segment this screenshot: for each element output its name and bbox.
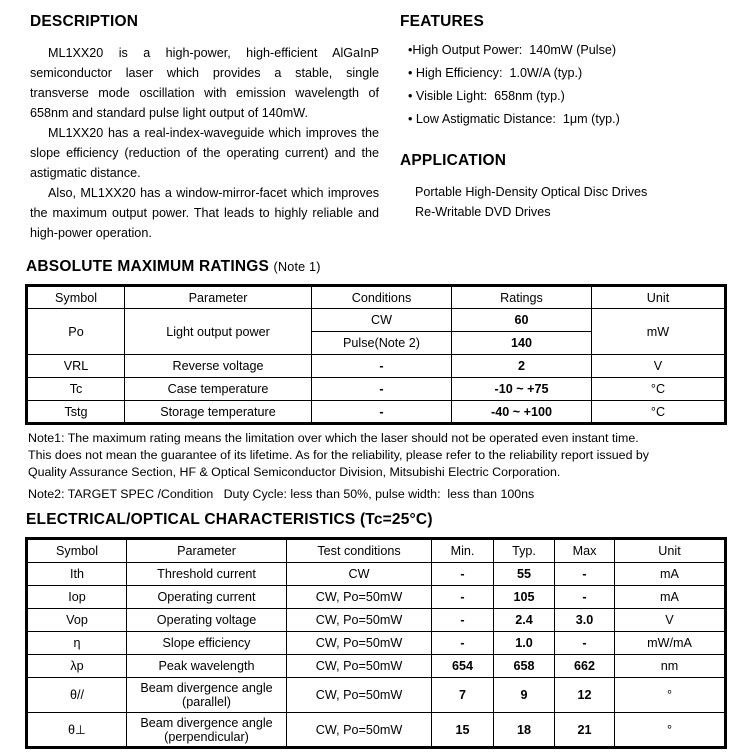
min-cell: 654 [432,655,494,678]
abs-max-ratings-title-text: ABSOLUTE MAXIMUM RATINGS [26,258,270,275]
note1-line-2: This does not mean the guarantee of its lifetime. As for the reliability, please refer to the reliability report issued by [28,448,649,462]
min-cell: - [432,632,494,655]
table-row-vrl [27,355,726,378]
description-paragraph-1: ML1XX20 is a high-power, high-efficient AlGaInP semiconductor laser which provides a stable, single transverse mode oscillation with emission wavelength of 658nm and standard pulse light output of 140mW. [30,46,379,120]
header-parameter: Parameter [125,286,312,309]
parameter-cell [127,713,287,748]
typ-cell: 55 [494,563,555,586]
table-row-lambda-p [27,655,726,678]
description-title: DESCRIPTION [30,13,139,30]
condition-cell: - [312,378,452,401]
table-row-ith [27,563,726,586]
unit-cell: V [615,609,726,632]
notes-section [28,430,734,503]
table-row-po-cw [27,309,726,332]
abs-max-ratings-title [26,258,321,276]
rating-cell: 140 [452,332,592,355]
note2-line: Note2: TARGET SPEC /Condition Duty Cycle: less than 50%, pulse width: less than 100ns [28,487,535,501]
max-cell: - [555,632,615,655]
condition-cell: - [312,401,452,424]
features-title: FEATURES [400,13,484,30]
conditions-cell: CW, Po=50mW [287,632,432,655]
max-cell: 3.0 [555,609,615,632]
conditions-cell: CW, Po=50mW [287,655,432,678]
parameter-cell: Case temperature [125,378,312,401]
min-cell: - [432,563,494,586]
header-test-conditions: Test conditions [287,539,432,563]
table-header-row [27,286,726,309]
typ-cell: 1.0 [494,632,555,655]
unit-cell: mA [615,563,726,586]
symbol-cell: VRL [27,355,125,378]
min-cell: 15 [432,713,494,748]
condition-cell: - [312,355,452,378]
typ-cell: 2.4 [494,609,555,632]
max-cell: - [555,563,615,586]
table-row-theta-perpendicular [27,713,726,748]
application-title: APPLICATION [400,152,507,169]
feature-item: • Visible Light: 658nm (typ.) [408,89,565,103]
max-cell: 12 [555,678,615,713]
conditions-cell: CW, Po=50mW [287,586,432,609]
typ-cell: 105 [494,586,555,609]
unit-cell: nm [615,655,726,678]
header-min: Min. [432,539,494,563]
absolute-maximum-ratings-table [25,284,727,425]
unit-cell: °C [592,401,726,424]
min-cell: 7 [432,678,494,713]
parameter-cell: Reverse voltage [125,355,312,378]
elec-optical-title: ELECTRICAL/OPTICAL CHARACTERISTICS (Tc=25°C) [26,511,433,528]
condition-cell: CW [312,309,452,332]
parameter-line-2: (parallel) [182,695,231,709]
table-row-vop [27,609,726,632]
header-max: Max [555,539,615,563]
feature-item: •High Output Power: 140mW (Pulse) [408,43,617,57]
table-row-tstg [27,401,726,424]
table-row-eta [27,632,726,655]
header-parameter: Parameter [127,539,287,563]
table-row-iop [27,586,726,609]
description-paragraph-3: Also, ML1XX20 has a window-mirror-facet which improves the maximum output power. That leads to highly reliable and high-power operation. [30,186,379,240]
symbol-cell: Vop [27,609,127,632]
application-item: Portable High-Density Optical Disc Drives [415,185,648,199]
unit-cell: ° [615,713,726,748]
features-application-section [400,13,735,222]
min-cell: - [432,609,494,632]
unit-cell: V [592,355,726,378]
typ-cell: 658 [494,655,555,678]
symbol-cell: θ⊥ [27,713,127,748]
symbol-cell: η [27,632,127,655]
conditions-cell: CW, Po=50mW [287,609,432,632]
typ-cell: 18 [494,713,555,748]
header-unit: Unit [592,286,726,309]
symbol-cell: Tstg [27,401,125,424]
max-cell: 662 [555,655,615,678]
header-ratings: Ratings [452,286,592,309]
symbol-cell: Ith [27,563,127,586]
parameter-line-2: (perpendicular) [164,729,249,744]
symbol-cell: λp [27,655,127,678]
rating-cell: -40 ~ +100 [452,401,592,424]
rating-cell: 2 [452,355,592,378]
note1-line-1: Note1: The maximum rating means the limitation over which the laser should not be operated even instant time. [28,431,639,445]
typ-cell: 9 [494,678,555,713]
application-item: Re-Writable DVD Drives [415,204,551,219]
unit-cell: mA [615,586,726,609]
application-list [400,183,735,222]
feature-item: • High Efficiency: 1.0W/A (typ.) [408,66,583,80]
symbol-cell: Iop [27,586,127,609]
unit-cell: mW [592,309,726,355]
max-cell: - [555,586,615,609]
parameter-cell: Light output power [125,309,312,355]
parameter-line-1: Beam divergence angle [140,715,273,730]
parameter-cell: Operating voltage [127,609,287,632]
header-typ: Typ. [494,539,555,563]
min-cell: - [432,586,494,609]
symbol-cell: Po [27,309,125,355]
header-symbol: Symbol [27,539,127,563]
table-row-tc [27,378,726,401]
max-cell: 21 [555,713,615,748]
electrical-optical-characteristics-table [25,537,727,749]
parameter-cell: Threshold current [127,563,287,586]
parameter-cell: Operating current [127,586,287,609]
parameter-cell [127,678,287,713]
rating-cell: 60 [452,309,592,332]
header-conditions: Conditions [312,286,452,309]
header-unit: Unit [615,539,726,563]
table-row-theta-parallel [27,678,726,713]
parameter-cell: Storage temperature [125,401,312,424]
header-symbol: Symbol [27,286,125,309]
description-paragraph-2: ML1XX20 has a real-index-waveguide which improves the slope efficiency (reduction of the operating current) and the astigmatic distance. [30,126,379,180]
description-section [30,13,379,243]
feature-item: • Low Astigmatic Distance: 1μm (typ.) [408,112,620,126]
unit-cell: °C [592,378,726,401]
rating-cell: -10 ~ +75 [452,378,592,401]
unit-cell: mW/mA [615,632,726,655]
note1-line-3: Quality Assurance Section, HF & Optical Semiconductor Division, Mitsubishi Electric Corporation. [28,465,561,479]
conditions-cell: CW [287,563,432,586]
abs-max-ratings-title-note: (Note 1) [273,260,321,274]
parameter-cell: Peak wavelength [127,655,287,678]
parameter-line-1: Beam divergence angle [140,681,273,695]
conditions-cell: CW, Po=50mW [287,713,432,748]
symbol-cell: θ// [27,678,127,713]
conditions-cell: CW, Po=50mW [287,678,432,713]
unit-cell: ° [615,678,726,713]
table-header-row [27,539,726,563]
parameter-cell: Slope efficiency [127,632,287,655]
condition-cell: Pulse(Note 2) [312,332,452,355]
symbol-cell: Tc [27,378,125,401]
